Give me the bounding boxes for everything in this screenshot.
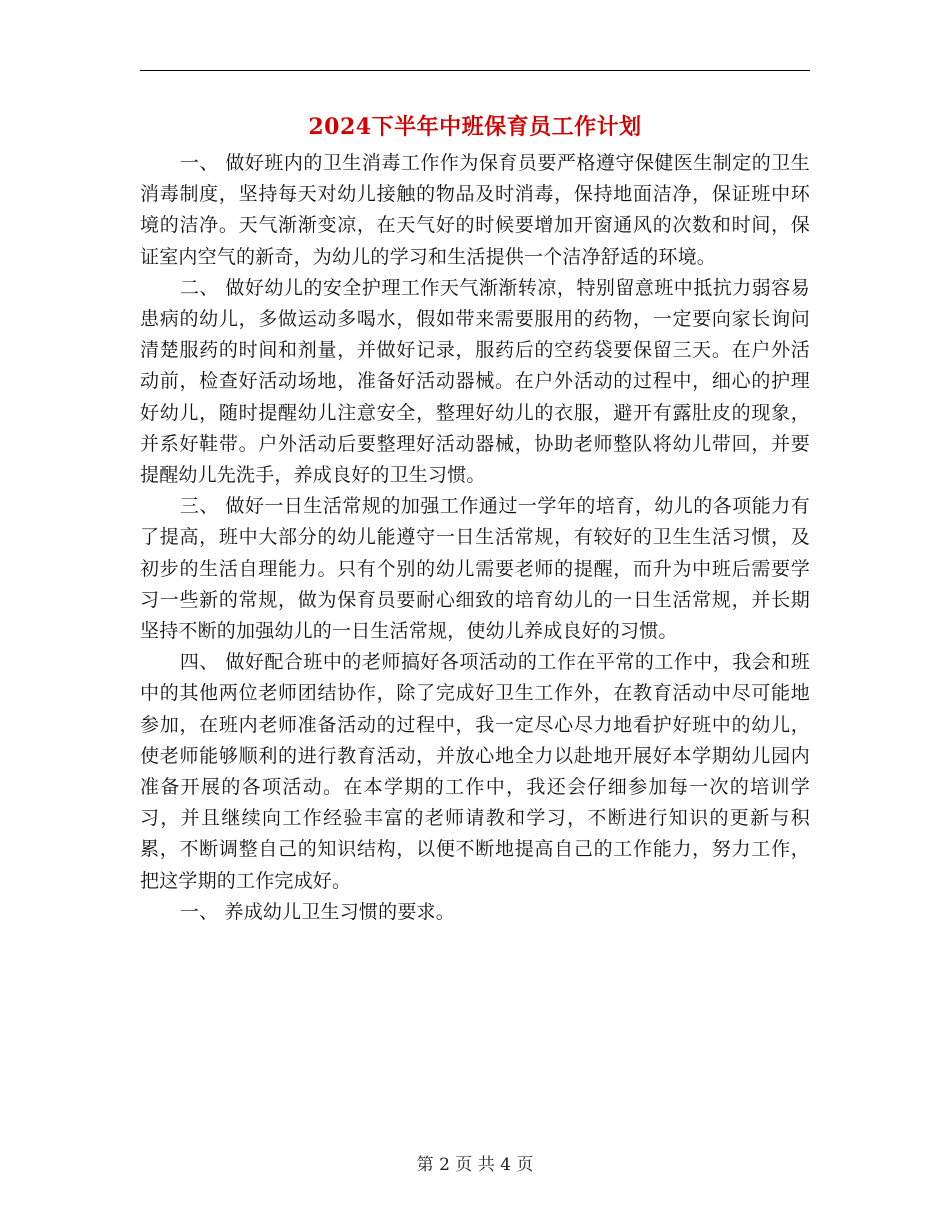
paragraph-daily-routine: 三、 做好一日生活常规的加强工作通过一学年的培育，幼儿的各项能力有了提高，班中大部分的幼儿能遵守一日生活常规，有较好的卫生生活习惯，及初步的生活自理能力。只有个别的幼儿需要老师的提醒，而升为中班后需要学习一些新的常规，做为保育员要耐心细致的培育幼儿的一日生活常规，并长期坚持不断的加强幼儿的一日生活常规，使幼儿养成良好的习惯。 — [140, 495, 810, 643]
document-body — [140, 148, 810, 928]
document-title: 2024下半年中班保育员工作计划 — [308, 114, 642, 140]
header-rule — [140, 70, 810, 71]
paragraph-hygiene-habits: 一、 养成幼儿卫生习惯的要求。 — [179, 900, 455, 923]
page-footer: 第 2 页 共 4 页 — [416, 1155, 534, 1175]
paragraph-safety-care: 二、 做好幼儿的安全护理工作天气渐渐转凉，特别留意班中抵抗力弱容易患病的幼儿，多做运动多喝水，假如带来需要服用的药物，一定要向家长询问清楚服药的时间和剂量，并做好记录，服药后的空药袋要保留三天。在户外活动前，检查好活动场地，准备好活动器械。在户外活动的过程中，细心的护理好幼儿，随时提醒幼儿注意安全，整理好幼儿的衣服，避开有露肚皮的现象，并系好鞋带。户外活动后要整理好活动器械，协助老师整队将幼儿带回，并要提醒幼儿先洗手，养成良好的卫生习惯。 — [140, 276, 810, 487]
paragraph-teacher-cooperation: 四、 做好配合班中的老师搞好各项活动的工作在平常的工作中，我会和班中的其他两位老师团结协作，除了完成好卫生工作外，在教育活动中尽可能地参加，在班内老师准备活动的过程中，我一定尽心尽力地看护好班中的幼儿，使老师能够顺利的进行教育活动，并放心地全力以赴地开展好本学期幼儿园内准备开展的各项活动。在本学期的工作中，我还会仔细参加每一次的培训学习，并且继续向工作经验丰富的老师请教和学习，不断进行知识的更新与积累，不断调整自己的知识结构，以便不断地提高自己的工作能力，努力工作，把这学期的工作完成好。 — [140, 651, 810, 892]
paragraph-hygiene-disinfection: 一、 做好班内的卫生消毒工作作为保育员要严格遵守保健医生制定的卫生消毒制度，坚持每天对幼儿接触的物品及时消毒，保持地面洁净，保证班中环境的洁净。天气渐渐变凉，在天气好的时候要增加开窗通风的次数和时间，保证室内空气的新奇，为幼儿的学习和生活提供一个洁净舒适的环境。 — [140, 152, 810, 268]
